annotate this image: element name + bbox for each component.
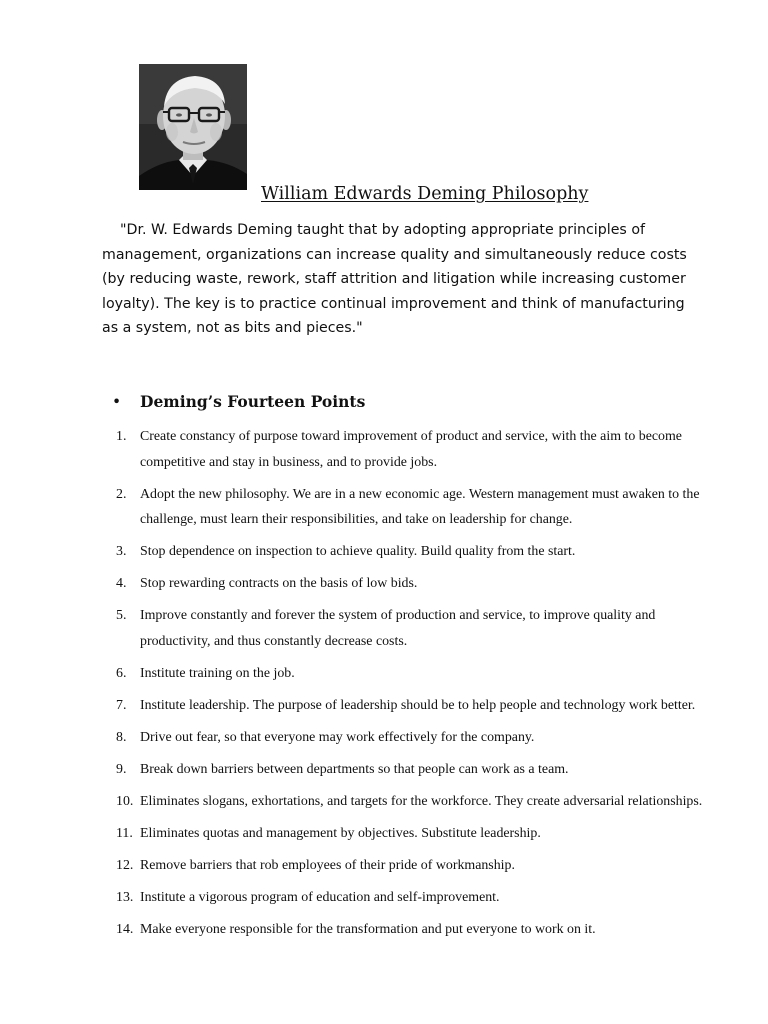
list-item-text: Eliminates slogans, exhortations, and targets for the workforce. They create adversarial relationships. <box>140 793 703 809</box>
list-item-number: 8. <box>116 729 127 745</box>
list-item <box>116 661 706 687</box>
list-item <box>116 917 706 943</box>
list-item-number: 6. <box>116 665 127 681</box>
list-item <box>116 725 706 751</box>
list-item-number: 12. <box>116 857 134 873</box>
list-item-text: Drive out fear, so that everyone may work effectively for the company. <box>140 729 535 745</box>
list-item <box>116 539 706 565</box>
list-item-number: 11. <box>116 825 133 841</box>
list-item-text: Stop dependence on inspection to achieve quality. Build quality from the start. <box>140 544 576 560</box>
list-item <box>116 424 706 475</box>
bullet-icon: • <box>112 393 122 411</box>
list-item <box>116 789 706 815</box>
list-item-text: Institute training on the job. <box>140 665 295 681</box>
list-item <box>116 885 706 911</box>
fourteen-points-list <box>116 424 706 949</box>
list-item-text: Institute a vigorous program of education and self-improvement. <box>140 889 500 905</box>
portrait-photo <box>139 64 247 190</box>
list-item <box>116 693 706 719</box>
list-item-number: 4. <box>116 576 127 592</box>
list-item <box>116 821 706 847</box>
section-heading <box>112 392 365 411</box>
intro-quote: "Dr. W. Edwards Deming taught that by adopting appropriate principles of management, organizations can increase quality and simultaneously reduce costs (by reducing waste, rework, staff attrition and litigation while increasing customer loyalty). The key is to practice continual improvement and think of manufacturing as a system, not as bits and pieces." <box>102 222 687 337</box>
list-item-text: Make everyone responsible for the transformation and put everyone to work on it. <box>140 921 596 937</box>
list-item-text: Remove barriers that rob employees of their pride of workmanship. <box>140 857 515 873</box>
list-item <box>116 853 706 879</box>
section-heading-text: Deming’s Fourteen Points <box>140 392 366 411</box>
list-item <box>116 757 706 783</box>
portrait-illustration <box>139 64 247 190</box>
document-title: William Edwards Deming Philosophy <box>261 184 589 204</box>
list-item-number: 3. <box>116 544 127 560</box>
list-item-number: 1. <box>116 429 127 444</box>
list-item-text: Improve constantly and forever the system of production and service, to improve quality and productivity, and thus constantly decrease costs. <box>140 608 656 649</box>
list-item-number: 13. <box>116 889 134 905</box>
list-item <box>116 571 706 597</box>
list-item-text: Institute leadership. The purpose of leadership should be to help people and technology work better. <box>140 697 696 713</box>
list-item <box>116 482 706 533</box>
list-item-text: Eliminates quotas and management by objectives. Substitute leadership. <box>140 825 541 841</box>
list-item-text: Create constancy of purpose toward improvement of product and service, with the aim to become competitive and stay in business, and to provide jobs. <box>140 429 682 470</box>
list-item-number: 10. <box>116 793 134 809</box>
list-item-number: 2. <box>116 486 127 502</box>
list-item-number: 9. <box>116 761 127 777</box>
list-item-number: 5. <box>116 608 127 624</box>
list-item-number: 14. <box>116 921 134 937</box>
list-item-text: Break down barriers between departments so that people can work as a team. <box>140 761 569 777</box>
list-item-text: Stop rewarding contracts on the basis of low bids. <box>140 576 418 592</box>
list-item-text: Adopt the new philosophy. We are in a new economic age. Western management must awaken to the challenge, must learn their responsibilities, and take on leadership for change. <box>140 486 700 528</box>
list-item-number: 7. <box>116 697 127 713</box>
list-item <box>116 603 706 654</box>
